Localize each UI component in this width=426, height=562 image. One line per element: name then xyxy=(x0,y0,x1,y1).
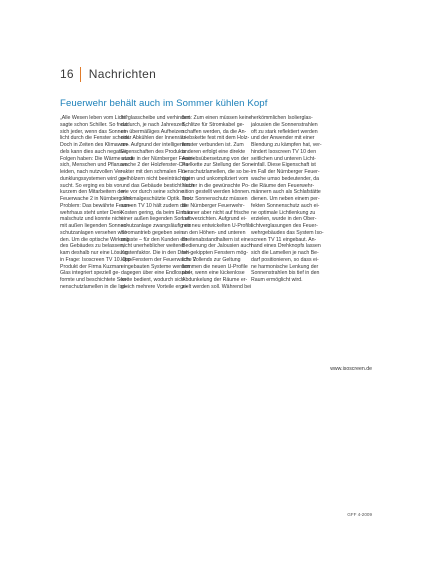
article-text-line: schaffen werden, da die An- xyxy=(182,128,247,135)
article-text-line: ben: Zum einen müssen keine xyxy=(182,115,252,121)
article-text-line: herkömmlichen Isolierglas- xyxy=(251,115,313,121)
article-text-line: triebskette fest mit dem Holz- xyxy=(182,135,250,142)
article-column-3 xyxy=(182,115,253,291)
article-text-line: anderen erfolgt eine direkte xyxy=(182,148,246,155)
article-text-line: oft zu stark reflektiert werden xyxy=(251,128,318,135)
article-text-line: seitlichen und unteren Licht- xyxy=(251,155,316,162)
article-text-line: nenschutzlamellen, die so be- xyxy=(182,169,251,175)
article-text-line: Eigenschaften des Produkts xyxy=(121,148,186,155)
article-text-line: kommen die neuen U-Profile xyxy=(182,263,248,270)
article-text-line: wurde in der Nürnberger Feuer- xyxy=(121,155,194,162)
article-text-line: Kosten gering, da beim Einbau xyxy=(121,209,192,216)
article-text-line: Antriebsübersetzung von der xyxy=(182,155,249,162)
article-text-line: Doch in Zeiten des Klimawan- xyxy=(60,142,129,148)
article-text-line: kam deshalb nur eine Lösung xyxy=(60,250,129,256)
article-text-line: schutzanlage zwangsläufig ein xyxy=(121,223,192,229)
article-text-line: sich die Lamellen je nach Be- xyxy=(251,250,319,256)
article-text-line: sucht. So erging es bis vor xyxy=(60,182,122,189)
article-text-line: Bedienung der Jalousien auch xyxy=(182,243,252,250)
article-text-line: screen TV 11 eingebaut. An- xyxy=(251,236,317,243)
article-text-line: dienen. Um neben einem per- xyxy=(251,196,320,202)
article-text-line: gelhölzern nicht beeinträchtigt xyxy=(121,175,190,182)
article-text-line: oder Abkühlen der Innenräu- xyxy=(121,135,187,142)
article-text-line: wache 2 der Holzfenster-Cha- xyxy=(121,162,190,169)
article-text-line: Perlkette zur Stellung der Son- xyxy=(182,162,253,169)
source-url: www.isoscreen.de xyxy=(330,366,372,372)
article-text-line: darf positionieren, so dass ei- xyxy=(251,256,319,263)
article-text-line: wie vor durch seine schöne xyxy=(121,189,184,196)
article-text-line: Problem: Das bewährte Feuer- xyxy=(60,202,131,209)
article-text-line: dagegen über eine Endlosperl- xyxy=(121,270,192,277)
article-text-line: gleich mehrere Vorteile erge- xyxy=(121,283,188,290)
article-text-line: kipp-Fenstern der Feuerwache 2 xyxy=(121,256,196,263)
article-text-line: den. Um die optische Wirkung xyxy=(60,236,130,243)
article-text-line: Glas integriert speziell ge- xyxy=(60,270,120,277)
article-text-line: sich jeder, wenn das Sonnen- xyxy=(60,128,129,135)
article-text-line: Kostenfaktor. Die in den Dreh- xyxy=(121,250,191,256)
article-text-line: im Fall der Nürnberger Feuer- xyxy=(251,169,320,175)
article-text-line: nes neu entwickelten U-Profils xyxy=(182,223,252,229)
article-text-line: hand eines Drehknopfs lassen xyxy=(251,243,321,250)
article-text-line: ne optimale Lichtlenkung zu xyxy=(251,209,316,216)
footer-issue: GFF 4-2009 xyxy=(347,512,372,517)
article-text-line: Luft verzichten. Aufgrund ei- xyxy=(182,216,247,223)
article-text-line: einfall. Diese Eigenschaft ist xyxy=(251,162,316,169)
article-text-line: sich, Menschen und Pflanzen xyxy=(60,162,128,169)
article-text-line: bei gekippten Fenstern mög- xyxy=(182,250,249,256)
article-text-line: Abdunkelung der Räume er- xyxy=(182,277,248,283)
article-text-line: zielt werden soll. Während bei xyxy=(182,283,252,290)
article-text-line: Sonnenstrahlen bis tief in den xyxy=(251,270,320,277)
article-text-line: quem und unkompliziert vom xyxy=(182,175,249,182)
article-text-line: kurzem den Mitarbeitern der xyxy=(60,189,125,196)
article-text-line: mit außen liegenden Sonnen- xyxy=(60,223,129,229)
article-text-line: jalousien die Sonnenstrahlen xyxy=(251,121,318,128)
article-text-line: Nutzer in die gewünschte Po- xyxy=(182,182,250,189)
article-text-line: die Nürnberger Feuerwehr- xyxy=(182,202,245,209)
article-text-line: dels kann dies auch negative xyxy=(60,148,127,155)
article-text-line: in Frage: Isoscreen TV 10. Das xyxy=(60,256,132,263)
article-text-line: erzielen, wurde in den Ober- xyxy=(251,216,317,223)
article-text-line: müsste – für den Kunden ein xyxy=(121,236,188,243)
article-text-line: des Gebäudes zu belassen, xyxy=(60,243,125,250)
article-text-line: wehrhaus steht unter Denk- xyxy=(60,209,124,216)
article-text-line: Blendung zu kämpfen hat, ver- xyxy=(251,142,322,148)
article-text-line: Folgen haben: Die Wärme staut xyxy=(60,155,134,162)
article-text-line: Raum ermöglicht wird. xyxy=(251,277,303,283)
article-text-line: Feuerwache 2 in Nürnberg. Ihr xyxy=(60,196,131,202)
article-column-4 xyxy=(251,115,324,284)
article-text-line: aber, wenn eine lückenlose xyxy=(182,270,245,277)
page-header xyxy=(60,66,156,82)
article-text-line: Trotz Sonnenschutz müssen xyxy=(182,196,248,202)
article-text-line: me. Aufgrund der intelligenten xyxy=(121,142,190,148)
article-text-line: wehrgebäudes das System Iso- xyxy=(251,229,324,236)
article-text-line: sagte schon Schiller. So freut xyxy=(60,121,128,128)
article-text-line: lichtverglasungen des Feuer- xyxy=(251,223,318,229)
header-separator xyxy=(80,67,81,82)
article-text-line: und der Anwender mit einer xyxy=(251,135,315,142)
article-text-line: ne harmonische Lenkung der xyxy=(251,263,319,270)
article-text-line: eingebauten Systeme werden xyxy=(121,263,190,270)
article-text-line: dunklungssystemen wird ge- xyxy=(60,175,126,182)
article-text-line: Stromantrieb gegeben sein xyxy=(121,229,184,236)
article-text-line: malschutz und konnte nicht xyxy=(60,216,123,223)
article-text-line: kette bedient, wodurch sich xyxy=(121,277,184,283)
article-text-line: nenschutzlamellen in die Iso- xyxy=(60,283,127,290)
article-text-line: screen TV 10 hält zudem die xyxy=(121,202,187,209)
article-column-1 xyxy=(60,115,134,291)
article-text-line: formte und beschichtete Son- xyxy=(60,277,128,283)
article-text-line: männern auch als Schlafstätte xyxy=(251,189,321,196)
article-text-line: wache umso bedeutender, da xyxy=(251,175,320,182)
article-text-line: lich. Vollends zur Geltung xyxy=(182,256,241,263)
article-headline: Feuerwehr behält auch im Sommer kühlen Kopf xyxy=(60,98,268,109)
article-text-line: ein übermäßiges Aufheizen xyxy=(121,128,184,135)
article-column-2 xyxy=(121,115,196,291)
article-text-line: hindert Isoscreen TV 10 den xyxy=(251,148,317,155)
section-name: Nachrichten xyxy=(88,67,157,81)
article-text-line: rakter mit den schmalen Flü- xyxy=(121,169,187,175)
article-text-line: licht durch die Fenster scheint. xyxy=(60,135,131,142)
article-text-line: denkmalgeschützte Optik. Iso- xyxy=(121,196,191,202)
article-text-line: Produkt der Firma Kuzman xyxy=(60,263,122,270)
article-text-line: schutzanlagen versehen wer- xyxy=(60,229,128,236)
article-text-line: sition gestellt werden können. xyxy=(182,189,251,196)
article-text-line: „Alle Wesen leben vom Licht“ xyxy=(60,115,128,121)
article-text-line: Breitenabstandhaltern ist eine xyxy=(182,236,251,243)
article-text-line: lierglasscheibe und verhindert xyxy=(121,115,190,121)
article-text-line: an den Höhen- und unteren xyxy=(182,229,246,236)
article-text-line: leiden, nach nutzvollen Ver- xyxy=(60,169,124,175)
article-text-line: nicht unerheblicher weiterer xyxy=(121,243,185,250)
article-text-line: fekten Sonnenschutz auch ei- xyxy=(251,202,320,209)
article-text-line: einer außen liegenden Sonnen- xyxy=(121,216,194,223)
article-text-line: männer aber nicht auf frische xyxy=(182,209,250,216)
article-text-line: dadurch, je nach Jahreszeit, xyxy=(121,121,186,128)
article-text-line: fenster verbunden ist. Zum xyxy=(182,142,244,148)
page-number: 16 xyxy=(60,67,74,81)
article-text-line: die Räume den Feuerwehr- xyxy=(251,182,315,189)
article-text-line: Schlitze für Stromkabel ge- xyxy=(182,121,245,128)
article-text-line: und das Gebäude besticht nach xyxy=(121,182,195,189)
